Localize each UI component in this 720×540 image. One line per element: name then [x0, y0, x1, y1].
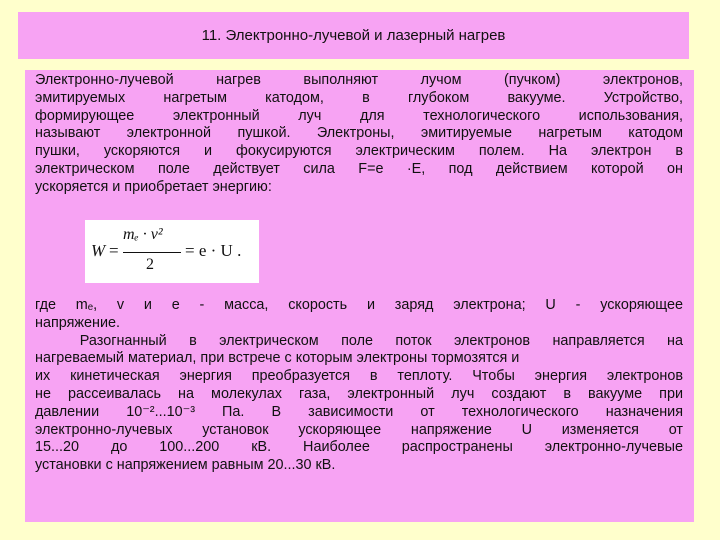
- energy-formula: [85, 220, 259, 283]
- text-line: электронно-лучевых установок ускоряющее напряжение U изменяется от: [35, 421, 683, 438]
- text-line: 15...20 до 100...200 кВ. Наиболее распространены электронно-лучевые: [35, 439, 683, 456]
- formula-rhs: = e · U .: [185, 241, 242, 260]
- text-line: напряжение.: [35, 314, 120, 331]
- text-line: давлении 10⁻²...10⁻³ Па. В зависимости от технологического назначения: [35, 403, 683, 420]
- content-panel: [25, 70, 694, 522]
- text-line: нагреваемый материал, при встрече с которым электроны тормозятся и: [35, 350, 520, 367]
- text-line: установки с напряжением равным 20...30 кВ.: [35, 457, 336, 474]
- slide-title-box: [18, 12, 689, 59]
- formula-denominator: 2: [146, 256, 154, 273]
- text-line: формирующее электронный луч для технологического использования,: [35, 107, 683, 124]
- paragraph-intro: [35, 72, 683, 197]
- text-line: ускоряется и приобретает энергию:: [35, 178, 272, 195]
- text-line: Разогнанный в электрическом поле поток электронов направляется на: [35, 332, 683, 349]
- paragraph-explanation: [35, 297, 683, 475]
- text-line: электрическом поле действует сила F=e ·E, под действием которой он: [35, 160, 683, 177]
- text-line: эмитируемых нагретым катодом, в глубоком вакууме. Устройство,: [35, 89, 683, 106]
- text-line: Электронно-лучевой нагрев выполняют лучом (пучком) электронов,: [35, 72, 683, 88]
- formula-equals: =: [109, 241, 119, 260]
- text-line: не рассеивалась на молекулах газа, электронный луч создают в вакууме при: [35, 385, 683, 402]
- text-line: их кинетическая энергия преобразуется в теплоту. Чтобы энергия электронов: [35, 368, 683, 385]
- text-line: где mₑ, v и e - масса, скорость и заряд электрона; U - ускоряющее: [35, 297, 683, 313]
- formula-numerator: mₑ · v²: [123, 226, 163, 243]
- text-line: называют электронной пушкой. Электроны, эмитируемые нагретым катодом: [35, 125, 683, 142]
- fraction-bar: [123, 252, 181, 253]
- text-line: пушки, ускоряются и фокусируются электрическим полем. На электрон в: [35, 143, 683, 160]
- slide-title: 11. Электронно-лучевой и лазерный нагрев: [201, 27, 506, 44]
- formula-lhs: W: [91, 241, 106, 260]
